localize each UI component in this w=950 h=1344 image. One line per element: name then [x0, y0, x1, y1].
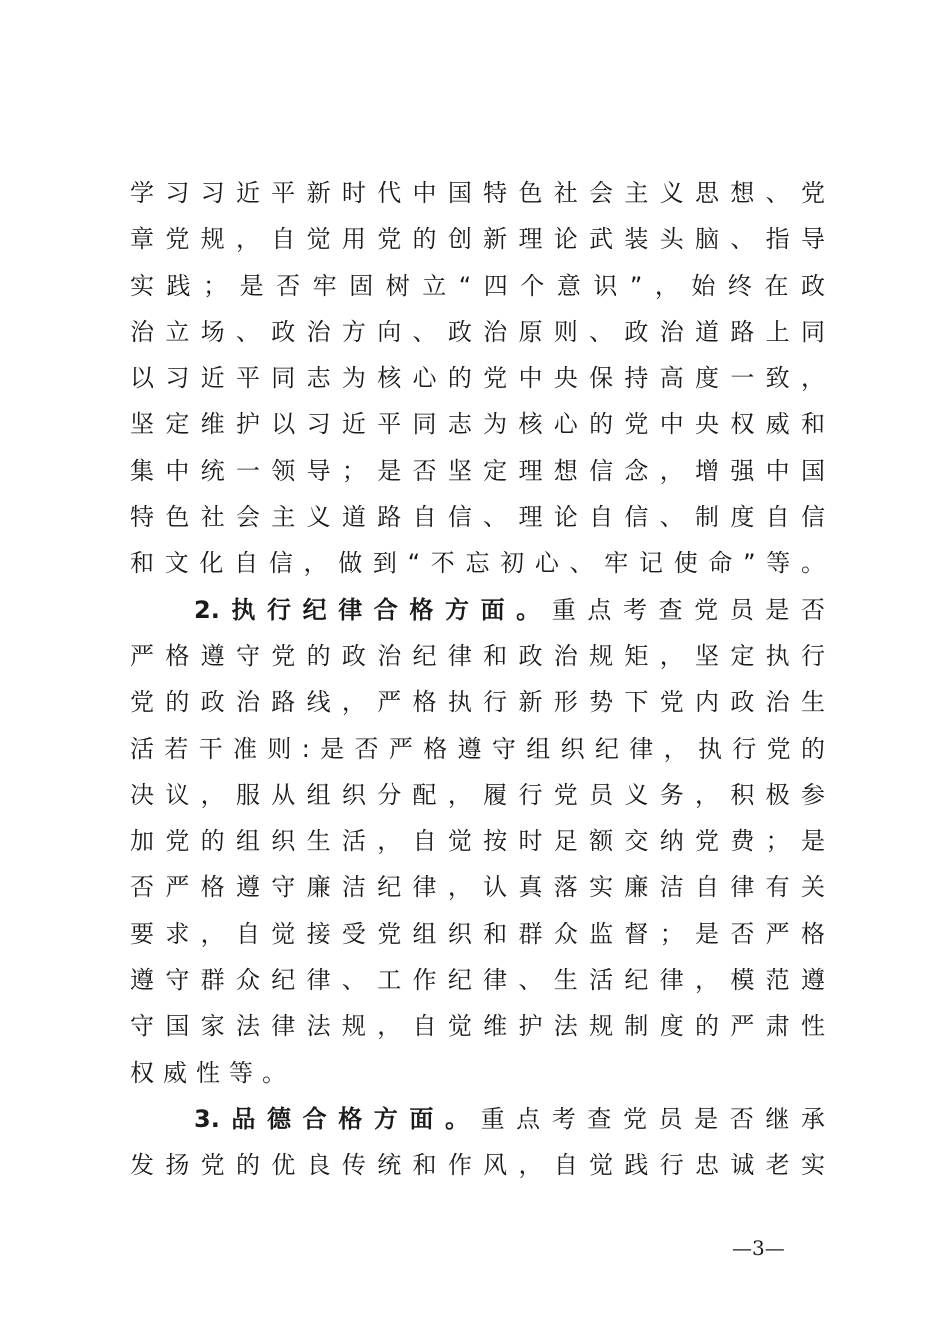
- text-line: 活 若 干 准 则 : 是 否 严 格 遵 守 组 织 纪 律 ， 执 行 党 的: [130, 734, 825, 763]
- text-line: 守 国 家 法 律 法 规 ， 自 觉 维 护 法 规 制 度 的 严 肃 性: [130, 1012, 825, 1041]
- line-text: 权威性等。: [130, 1058, 295, 1087]
- text-line: 章 党 规 ， 自 觉 用 党 的 创 新 理 论 武 装 头 脑 、 指 导: [130, 225, 825, 254]
- text-line: 特 色 社 会 主 义 道 路 自 信 、 理 论 自 信 、 制 度 自 信: [130, 503, 825, 532]
- text-line: 3. 品 德 合 格 方 面 。 重 点 考 查 党 员 是 否 继 承: [194, 1104, 825, 1133]
- text-line: 治 立 场 、 政 治 方 向 、 政 治 原 则 、 政 治 道 路 上 同: [130, 317, 825, 346]
- text-line: 党 的 政 治 路 线 ， 严 格 执 行 新 形 势 下 党 内 政 治 生: [130, 688, 825, 717]
- body-text: [130, 170, 825, 1189]
- text-line: 以 习 近 平 同 志 为 核 心 的 党 中 央 保 持 高 度 一 致 ，: [130, 364, 825, 393]
- text-line: 坚 定 维 护 以 习 近 平 同 志 为 核 心 的 党 中 央 权 威 和: [130, 410, 825, 439]
- text-line: 遵 守 群 众 纪 律 、 工 作 纪 律 、 生 活 纪 律 ， 模 范 遵: [130, 966, 825, 995]
- text-line: 否 严 格 遵 守 廉 洁 纪 律 ， 认 真 落 实 廉 洁 自 律 有 关: [130, 873, 825, 902]
- text-line: 严 格 遵 守 党 的 政 治 纪 律 和 政 治 规 矩 ， 坚 定 执 行: [130, 641, 825, 670]
- text-line: 集 中 统 一 领 导 ； 是 否 坚 定 理 想 信 念 ， 增 强 中 国: [130, 456, 825, 485]
- text-line: 加 党 的 组 织 生 活 ， 自 觉 按 时 足 额 交 纳 党 费 ； 是: [130, 827, 825, 856]
- text-line: 实 践 ； 是 否 牢 固 树 立 “ 四 个 意 识 ” ， 始 终 在 政: [130, 271, 825, 300]
- text-line: [130, 1050, 825, 1096]
- page-number: —3—: [732, 1236, 785, 1260]
- text-line: 要 求 ， 自 觉 接 受 党 组 织 和 群 众 监 督 ； 是 否 严 格: [130, 919, 825, 948]
- text-line: 学 习 习 近 平 新 时 代 中 国 特 色 社 会 主 义 思 想 、 党: [130, 179, 825, 207]
- text-line: 决 议 ， 服 从 组 织 分 配 ， 履 行 党 员 义 务 ， 积 极 参: [130, 780, 825, 809]
- text-line: 2. 执 行 纪 律 合 格 方 面 。 重 点 考 查 党 员 是 否: [194, 595, 825, 624]
- text-line: 发 扬 党 的 优 良 传 统 和 作 风 ， 自 觉 践 行 忠 诚 老 实: [130, 1151, 825, 1180]
- text-line: 和 文 化 自 信 ， 做 到 “ 不 忘 初 心 、 牢 记 使 命 ” 等 。: [130, 549, 825, 578]
